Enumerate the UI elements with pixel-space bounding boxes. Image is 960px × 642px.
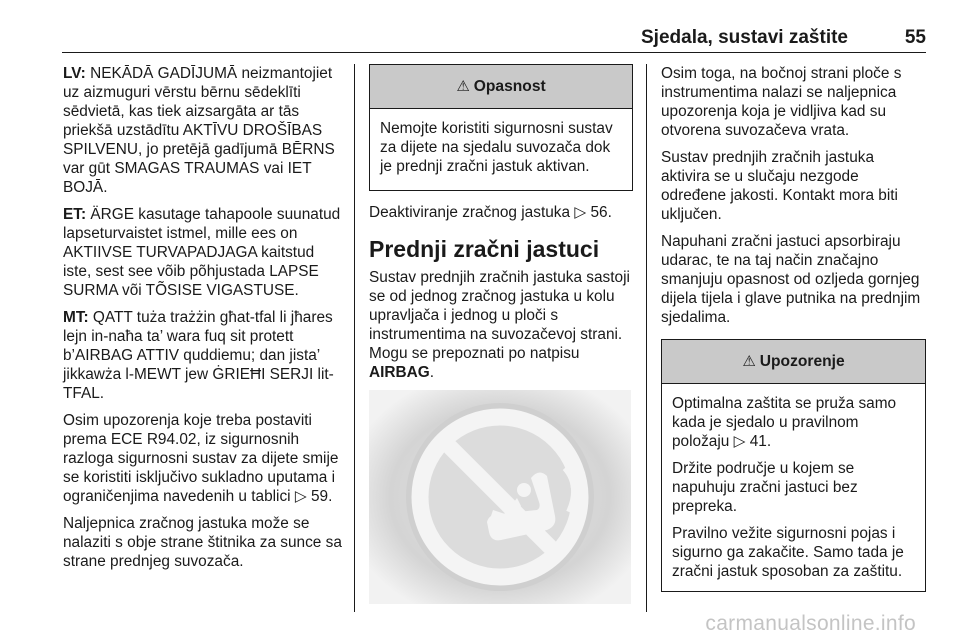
warning-triangle-icon: ⚠ xyxy=(456,78,470,95)
danger-box-body xyxy=(370,109,632,190)
danger-title: Opasnost xyxy=(473,78,546,95)
warning-box-header xyxy=(662,340,925,384)
protection-paragraph: Napuhani zračni jastuci apsorbiraju udarac, te na taj način značajno smanjuju opasnost od ozljeda gornjeg dijela tijela i glave putnika na prednjim sjedalima. xyxy=(661,233,921,326)
activation-paragraph: Sustav prednjih zračnih jastuka aktivira se u slučaju nezgode određene jakosti. Kontakt mora biti uključen. xyxy=(661,149,898,223)
warning-seatbelt: Pravilno vežite sigurnosni pojas i sigurno ga zakačite. Samo tada je zračni jastuk sposoban za zaštitu. xyxy=(672,525,904,580)
column-divider-1 xyxy=(354,64,355,612)
column-divider-2 xyxy=(646,64,647,612)
section-title: Sjedala, sustavi zaštite xyxy=(641,27,848,48)
page-number: 55 xyxy=(904,27,926,48)
column-right xyxy=(661,64,926,604)
page-reference-arrow-icon: ▷ xyxy=(574,204,587,221)
deactivation-paragraph: Deaktiviranje zračnog jastuka ▷ 56. xyxy=(369,204,612,221)
label-location-paragraph: Naljepnica zračnog jastuka može se nalaziti s obje strane štitnika za sunce sa strane prednjeg suvozača. xyxy=(63,515,342,570)
mt-warning-paragraph xyxy=(63,308,345,403)
column-left xyxy=(63,64,345,579)
page-header xyxy=(62,24,926,53)
warning-clear-area: Držite područje u kojem se napuhuju zračni jastuci bez prepreka. xyxy=(672,460,858,515)
warning-box xyxy=(661,339,926,592)
warning-box-body xyxy=(662,384,925,591)
page-reference-arrow-icon: ▷ xyxy=(294,488,307,505)
page-reference-arrow-icon: ▷ xyxy=(733,433,746,450)
no-rear-facing-child-seat-icon xyxy=(369,390,631,604)
page-reference-link[interactable]: 56. xyxy=(586,204,612,221)
lv-label: LV: xyxy=(63,65,86,82)
page-reference-link[interactable]: 41. xyxy=(745,433,772,450)
et-warning-paragraph xyxy=(63,205,345,300)
page-reference-link[interactable]: 59. xyxy=(306,488,333,505)
warning-seat-position: Optimalna zaštita se pruža samo kada je sjedalo u pravilnom položaju ▷ 41. xyxy=(672,395,897,450)
danger-box-header xyxy=(370,65,632,109)
ece-paragraph: Osim upozorenja koje treba postaviti prema ECE R94.02, iz sigurnosnih razloga sigurnosni sustav za dijete smije se koristiti isključivo sukladno uputama i ograničenjima navedenih u tablici ▷ 59. xyxy=(63,412,339,505)
lv-text: NEKĀDĀ GADĪJUMĀ neizmantojiet uz aizmuguri vērstu bērnu sēdeklīti sēdvietā, kas tiek aizsargāta ar tās priekšā uzstādītu AKTĪVU DROŠĪBAS SPILVENU, jo pretējā gadījumā BĒRNS var gūt SMAGAS TRAUMAS vai IET BOJĀ. xyxy=(63,65,335,196)
et-label: ET: xyxy=(63,206,87,223)
side-label-paragraph: Osim toga, na bočnoj strani ploče s instrumentima nalazi se naljepnica upozorenja koja je vidljiva kad su otvorena suvozačeva vrata. xyxy=(661,65,902,139)
warning-title: Upozorenje xyxy=(759,353,845,370)
mt-text: QATT tuża trażżin għat-tfal li jħares lejn in-naħa ta’ wara fuq sit protett b’AIRBAG ATTIV quddiemu; dan jista’ jikkawża l-MEWT jew ĠRIEĦI SERJI lit-TFAL. xyxy=(63,309,334,402)
column-middle xyxy=(369,64,633,604)
danger-box xyxy=(369,64,633,191)
danger-text: Nemojte koristiti sigurnosni sustav za dijete na sjedalu suvozača dok je prednji zračni jastuk aktivan. xyxy=(380,120,613,175)
et-text: ÄRGE kasutage tahapoole suunatud lapseturvaistet istmel, mille ees on AKTIIVSE TURVAPADJAGA kaitstud iste, sest see võib põhjustada LAPSE SURMA või TÕSISE VIGASTUSE. xyxy=(63,206,341,299)
warning-triangle-icon: ⚠ xyxy=(742,353,756,370)
section-heading: Prednji zračni jastuci xyxy=(369,236,600,262)
lv-warning-paragraph xyxy=(63,64,345,197)
watermark: carmanualsonline.info xyxy=(705,612,916,635)
front-airbag-paragraph: Sustav prednjih zračnih jastuka sastoji se od jednog zračnog jastuka u kolu upravljača i jednog u ploči s instrumentima na suvozačevoj strani. Mogu se prepoznati po natpisu AIRBAG. xyxy=(369,269,630,381)
airbag-label: AIRBAG xyxy=(369,364,430,381)
mt-label: MT: xyxy=(63,309,89,326)
